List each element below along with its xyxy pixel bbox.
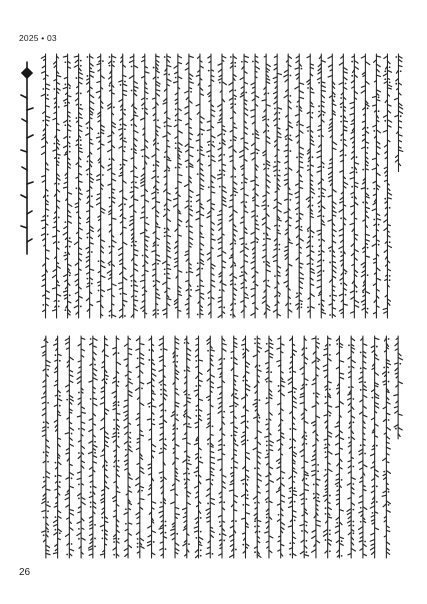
upper-text-column (107, 54, 116, 318)
body-text-columns-lower (40, 334, 404, 560)
upper-text-column (240, 54, 249, 318)
upper-text-column (129, 54, 138, 318)
upper-text-column (284, 54, 293, 318)
lower-text-column (183, 336, 192, 558)
upper-text-column (306, 54, 314, 318)
lower-text-column (206, 336, 214, 558)
upper-text-column (394, 54, 402, 172)
lower-text-column (136, 336, 145, 558)
lower-text-column (53, 336, 61, 558)
upper-text-column (152, 54, 161, 318)
upper-text-column (339, 54, 348, 318)
upper-text-column (328, 54, 337, 318)
upper-text-column (383, 54, 392, 318)
lower-text-column (124, 336, 133, 558)
body-text-columns-upper (40, 52, 404, 320)
upper-text-column (41, 54, 50, 318)
upper-text-column (229, 54, 238, 318)
lower-text-column (370, 336, 379, 558)
upper-text-column (63, 54, 72, 318)
upper-text-column (372, 54, 381, 318)
upper-text-column (52, 54, 60, 318)
lower-text-column (171, 336, 180, 558)
upper-text-column (350, 54, 359, 318)
upper-text-column (118, 54, 127, 318)
lower-text-column (323, 336, 332, 558)
lower-text-column (194, 336, 203, 558)
body-text-block-upper (40, 52, 404, 320)
lower-text-column (112, 336, 120, 558)
upper-text-column (273, 54, 282, 318)
upper-text-column (96, 54, 105, 318)
lower-text-column (65, 336, 74, 558)
lower-text-column (312, 336, 321, 558)
upper-text-column (196, 54, 204, 318)
upper-text-column (86, 54, 94, 318)
upper-text-column (295, 54, 304, 318)
lower-text-column (229, 336, 238, 558)
lower-text-column (265, 336, 274, 558)
lower-text-column (253, 336, 261, 558)
upper-text-column (174, 54, 183, 318)
page-number: 26 (19, 567, 31, 578)
upper-text-column (262, 54, 271, 318)
lower-text-column (288, 336, 297, 558)
lower-text-column (89, 336, 98, 558)
upper-text-column (162, 54, 171, 318)
upper-text-column (361, 54, 370, 318)
lower-text-column (159, 336, 167, 558)
upper-text-column (140, 54, 149, 318)
lower-text-column (42, 336, 51, 558)
upper-text-column (251, 54, 260, 318)
lower-text-column (100, 336, 109, 558)
lower-text-column (218, 336, 227, 558)
upper-text-column (185, 54, 194, 318)
body-text-block-lower (40, 334, 404, 560)
lower-text-column (300, 336, 309, 558)
lower-text-column (359, 336, 367, 558)
upper-text-column (317, 54, 326, 318)
lower-text-column (241, 336, 250, 558)
lower-text-column (382, 336, 390, 558)
lower-text-column (77, 336, 86, 558)
upper-text-column (207, 54, 215, 318)
lower-text-column (394, 336, 403, 439)
lower-text-column (276, 336, 284, 558)
upper-text-column (74, 54, 82, 318)
upper-text-column (218, 54, 227, 318)
issue-date: 2025 • 03 (19, 33, 57, 43)
lower-text-column (147, 336, 156, 558)
lower-text-column (347, 336, 355, 558)
side-header-svg (16, 58, 38, 258)
lower-text-column (335, 336, 344, 558)
side-header-ornament (16, 58, 38, 258)
